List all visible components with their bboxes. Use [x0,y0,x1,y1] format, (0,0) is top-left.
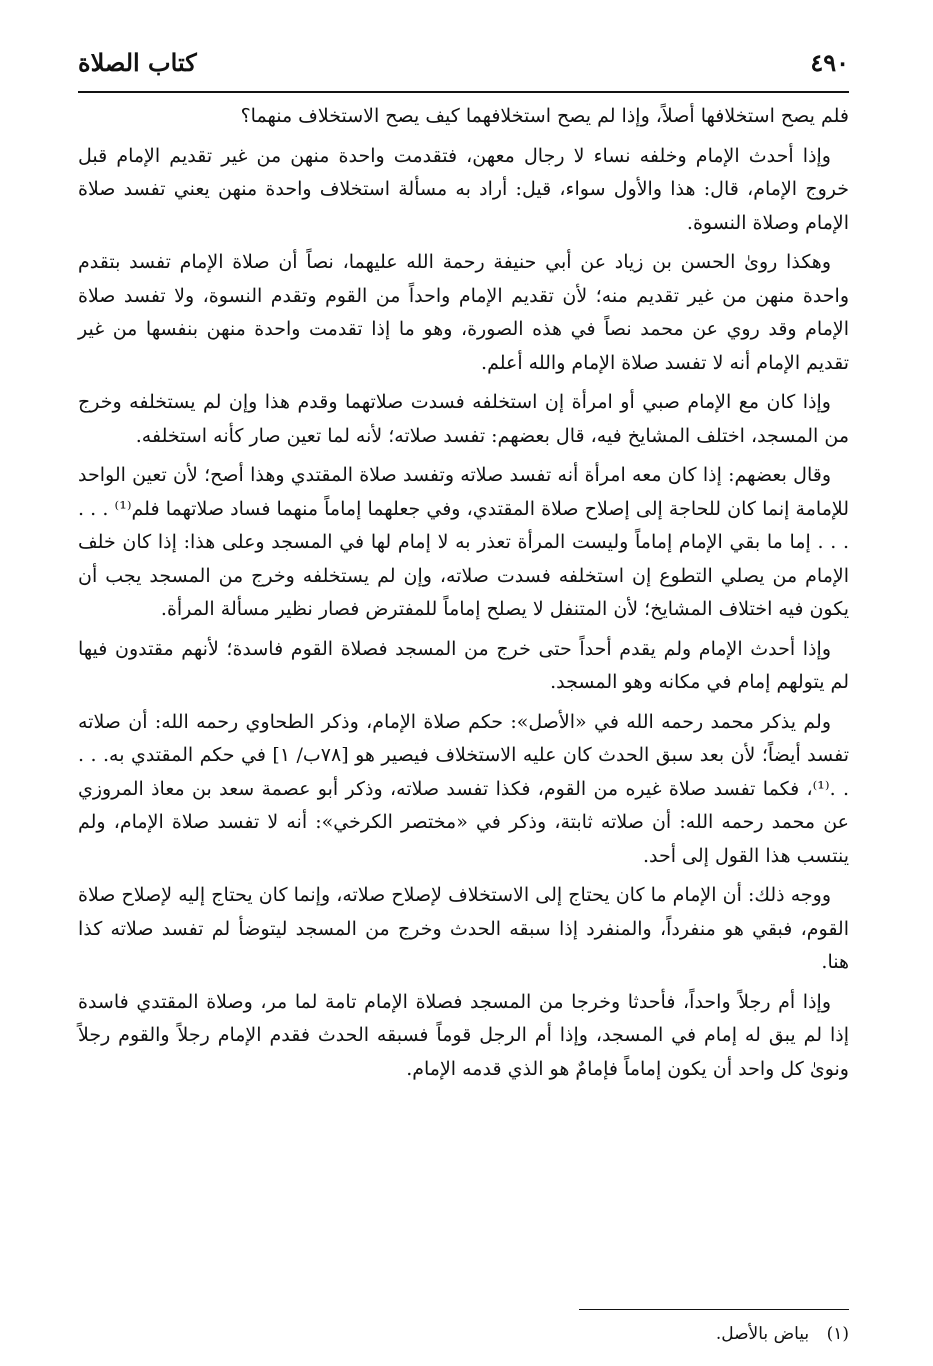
footnote [300,1322,849,1346]
running-title: كتاب الصلاة [78,48,197,77]
paragraph: ولم يذكر محمد رحمه الله في «الأصل»: حكم صلاة الإمام، وذكر الطحاوي رحمه الله: أن صلاته تفسد أيضاً؛ لأن بعد سبق الحدث كان عليه الاستخلاف فيصير هو [٧٨ب/ ١] في حكم المقتدي به. . . . .⁽¹⁾، فكما تفسد صلاة غيره من القوم، فكذا تفسد صلاته، وذكر أبو عصمة سعد بن معاذ المروزي عن محمد رحمه الله: أن صلاته ثابتة، وذكر في «مختصر الكرخي»: أنه لا تفسد صلاة الإمام، ولم ينتسب هذا القول إلى أحد. [78,710,849,867]
header-rule [78,91,849,93]
paragraph: وإذا كان مع الإمام صبي أو امرأة إن استخلفه فسدت صلاتهما وقدم هذا وإن لم يستخلفه وخرج من المسجد، اختلف المشايخ فيه، قال بعضهم: تفسد صلاته؛ لأنه لما تعين صار كأنه استخلفه. [78,391,849,447]
paragraph: وإذا أحدث الإمام وخلفه نساء لا رجال معهن، فتقدمت واحدة منهن من غير تقديم الإمام قبل خروج الإمام، قال: هذا والأول سواء، قيل: أراد به مسألة استخلاف واحدة منهن يعني تفسد صلاة الإمام وصلاة النسوة. [78,144,849,234]
paragraph: فلم يصح استخلافها أصلاً، وإذا لم يصح استخلافهما كيف يصح الاستخلاف منهما؟ [240,105,849,127]
footnote-number: (١) [826,1324,849,1344]
footnote-separator [579,1309,849,1310]
footnote-text: بياض بالأصل. [715,1324,810,1344]
body-text [78,100,849,1092]
paragraph: وإذا أحدث الإمام ولم يقدم أحداً حتى خرج من المسجد فصلاة القوم فاسدة؛ لأنهم مقتدون فيها لم يتولهم إمام في مكانه وهو المسجد. [78,637,849,693]
page-header [78,44,849,84]
paragraph: وهكذا روىٰ الحسن بن زياد عن أبي حنيفة رحمة الله عليهما، نصاً أن صلاة الإمام تفسد بتقدم واحدة منهن من غير تقديم منه؛ لأن تقديم الإمام واحداً من القوم وتقدم النسوة، ولا تفسد صلاة الإمام وقد روي عن محمد نصاً في هذه الصورة، وهو ما إذا تقدمت واحدة منهن بنفسها من غير تقديم الإمام أنه لا تفسد صلاة الإمام والله أعلم. [78,251,849,374]
page-number: ٤٩٠ [810,48,849,77]
paragraph: وإذا أم رجلاً واحداً، فأحدثا وخرجا من المسجد فصلاة الإمام تامة لما مر، وصلاة المقتدي فاسدة إذا لم يبق له إمام في المسجد، وإذا أم الرجل قوماً فسبقه الحدث فقدم الإمام رجلاً والقوم رجلاً ونوىٰ كل واحد أن يكون إماماً فإمامٌ هو الذي قدمه الإمام. [78,990,849,1080]
paragraph: ووجه ذلك: أن الإمام ما كان يحتاج إلى الاستخلاف لإصلاح صلاته، وإنما كان يحتاج إليه لإصلاح صلاة القوم، فبقي هو منفرداً، والمنفرد إذا سبقه الحدث وخرج من المسجد ليتوضأ لم تفسد صلاته كذا هنا. [78,884,849,973]
paragraph: وقال بعضهم: إذا كان معه امرأة أنه تفسد صلاته وتفسد صلاة المقتدي وهذا أصح؛ لأن تعين الواحد للإمامة إنما كان للحاجة إلى إصلاح صلاة المقتدي، وفي جعلهما إماماً منهما فساد صلاتهما فلم⁽¹⁾ . . . . . . إما ما بقي الإمام إماماً وليست المرأة تعذر به لا إمام لها في المسجد وعلى هذا: إذا كان خلف الإمام من يصلي التطوع إن استخلفه فسدت صلاته، وإن لم يستخلفه وخرج من المسجد يجب أن يكون فيه اختلاف المشايخ؛ لأن المتنفل لا يصلح إماماً للمفترض فصار نظير مسألة المرأة. [78,464,850,620]
